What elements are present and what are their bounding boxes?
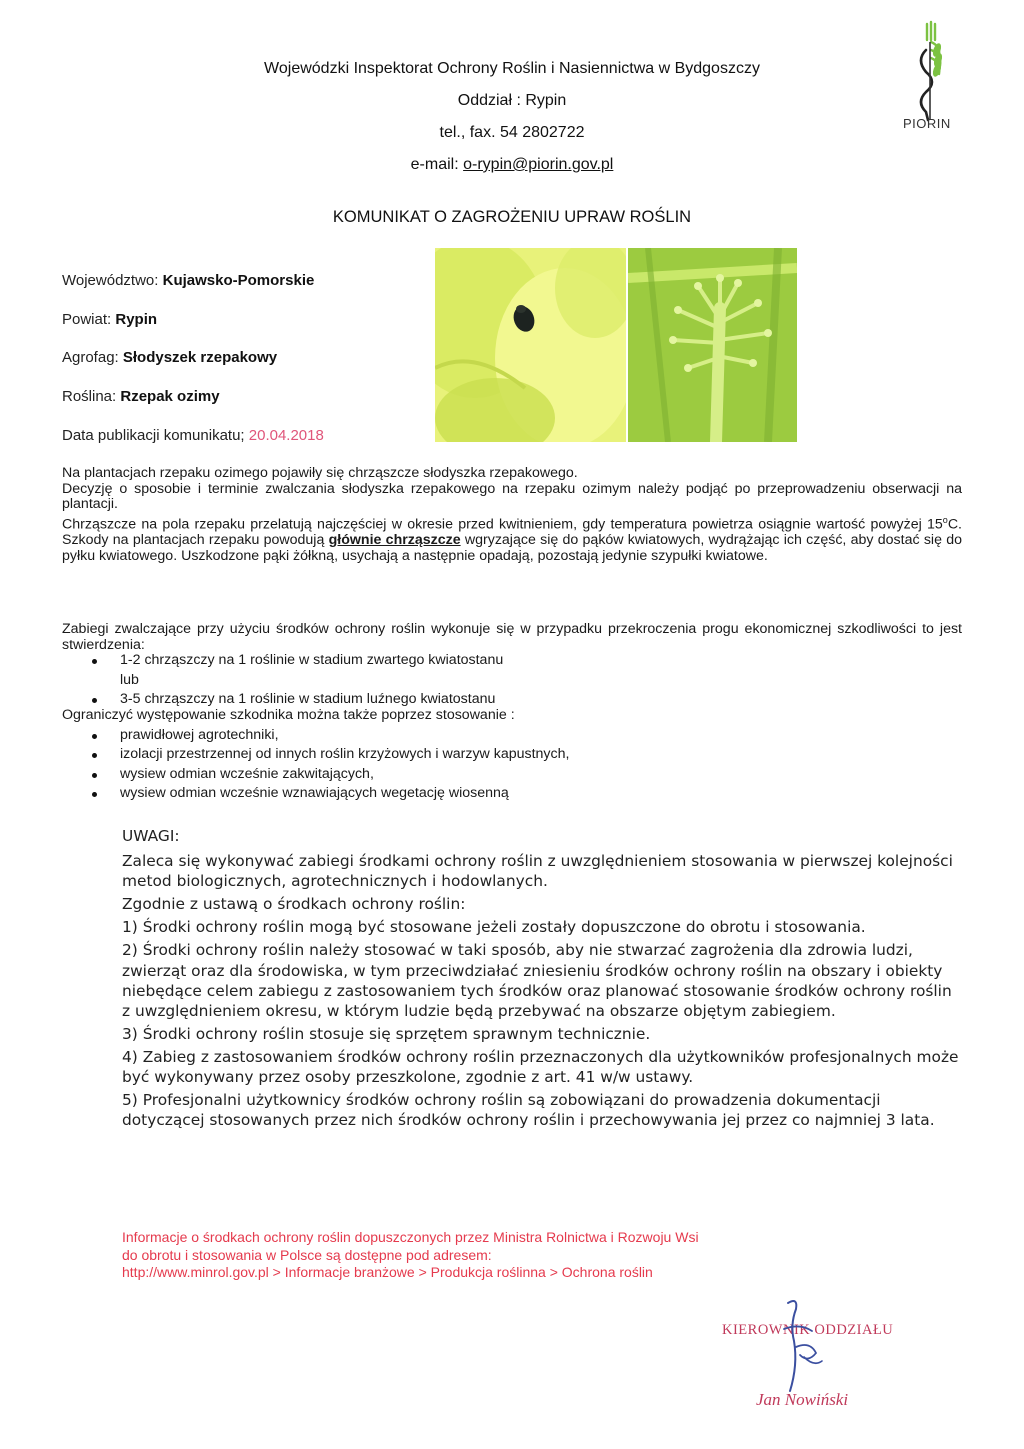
- list-item: [62, 653, 962, 669]
- field-label: Agrofag:: [62, 349, 123, 366]
- field-district: [62, 311, 157, 328]
- info-box: [122, 1229, 942, 1282]
- field-label: Województwo:: [62, 272, 163, 289]
- remarks-section: [122, 826, 962, 1130]
- bullet-icon: [92, 734, 97, 739]
- bullet-icon: [92, 773, 97, 778]
- info-line: do obrotu i stosowania w Polsce są dostępne pod adresem:: [122, 1246, 492, 1263]
- beetle-flower-image: [435, 248, 626, 442]
- remarks-rule: 5) Profesjonalni użytkownicy środków ochrony roślin są zobowiązani do prowadzenia dokumentacji dotyczącej stosowanych przez nich środków ochrony roślin i przechowywania jej przez co najmniej 3 lata.: [122, 1091, 935, 1130]
- list-item: [62, 763, 962, 783]
- threshold-list: [62, 653, 962, 708]
- stamp-name: Jan Nowiński: [756, 1390, 849, 1409]
- list-item-text: wysiew odmian wcześnie wznawiających wegetację wiosenną: [120, 785, 509, 802]
- methods-list: [62, 724, 962, 802]
- list-item-text: wysiew odmian wcześnie zakwitających,: [120, 765, 374, 782]
- institution-name: Wojewódzki Inspektorat Ochrony Roślin i Nasiennictwa w Bydgoszczy: [264, 60, 760, 77]
- field-value: Kujawsko-Pomorskie: [162, 272, 315, 289]
- list-item-text: prawidłowej agrotechniki,: [120, 726, 279, 743]
- field-pest: [62, 349, 277, 366]
- email-link[interactable]: o-rypin@piorin.gov.pl: [463, 156, 614, 173]
- list-item-text: izolacji przestrzennej od innych roślin krzyżowych i warzyw kapustnych,: [120, 746, 570, 763]
- branch-name: Oddział : Rypin: [457, 92, 567, 109]
- text-span: wgryzające się do pąków kwiatowych, wydrążając ich część, aby dostać się do pyłku kwiatowego. Uszkodzone pąki żółkną, usychają a następnie opadają, pozostają jedynie szypułki kwiatowe.: [62, 532, 963, 564]
- remarks-law: Zgodnie z ustawą o środkach ochrony roślin:: [122, 895, 466, 914]
- phone-fax: tel., fax. 54 2802722: [439, 124, 585, 141]
- degree-sup: o: [942, 514, 948, 525]
- bullet-icon: [92, 659, 97, 664]
- email-line: [0, 156, 1024, 174]
- threshold-section: [62, 622, 962, 802]
- text-span: C. Szkody na plantacjach rzepaku powodują: [62, 516, 962, 549]
- list-item: [62, 743, 962, 763]
- page-title: KOMUNIKAT O ZAGROŻENIU UPRAW ROŚLIN: [332, 208, 692, 226]
- paragraph: Decyzję o sposobie i terminie zwalczania słodyszka rzepakowego na rzepaku ozimym należy podjąć po przeprowadzeniu obserwacji na plantacji.: [62, 480, 962, 513]
- remarks-heading: UWAGI:: [122, 827, 180, 845]
- list-item: [62, 782, 962, 802]
- publication-date: 20.04.2018: [248, 427, 324, 444]
- paragraph: Zabiegi zwalczające przy użyciu środków ochrony roślin wykonuje się w przypadku przekroczenia progu ekonomicznej szkodliwości to jest stwierdzenia:: [62, 621, 962, 653]
- field-label: Roślina:: [62, 388, 121, 405]
- field-label: Data publikacji komunikatu;: [62, 427, 249, 444]
- info-link[interactable]: http://www.minrol.gov.pl > Informacje branżowe > Produkcja roślinna > Ochrona roślin: [122, 1264, 653, 1280]
- bullet-icon: [92, 698, 97, 703]
- paragraph: Ograniczyć występowanie szkodnika można także poprzez stosowanie :: [62, 706, 515, 723]
- remarks-rule: 2) Środki ochrony roślin należy stosować w taki sposób, aby nie stwarzać zagrożenia dla zdrowia ludzi, zwierząt oraz dla środowiska, w tym przeciwdziałać zniesieniu środków ochrony roślin na obszary i obiekty niebędące celem zabiegu z zastosowaniem tych środków oraz planować stosowanie środków ochrony roślin z uwzględnieniem okresu, w którym ludzie będą przebywać na obszarze objętym zabiegiem.: [122, 941, 952, 1020]
- paragraph: [62, 513, 962, 565]
- field-value: Rypin: [115, 311, 158, 328]
- field-date: [62, 427, 324, 444]
- text-span: Chrząszcze na pola rzepaku przelatują najczęściej w okresie przed kwitnieniem, gdy temperatura powietrza osiągnie wartość powyżej 15: [62, 516, 943, 533]
- stamp-title: KIEROWNIK ODDZIAŁU: [722, 1322, 894, 1338]
- main-text: [62, 466, 962, 564]
- list-item-text: 3-5 chrząszczy na 1 roślinie w stadium luźnego kwiatostanu: [120, 691, 496, 708]
- logo-text: PIORIN: [903, 116, 951, 131]
- remarks-rule: 4) Zabieg z zastosowaniem środków ochrony roślin przeznaczonych dla użytkowników profesjonalnych może być wykonywany przez osoby przeszkolone, zgodnie z art. 41 w/w ustawy.: [122, 1047, 959, 1087]
- bullet-icon: [92, 753, 97, 758]
- remarks-rule: 3) Środki ochrony roślin stosuje się sprzętem sprawnym technicznie.: [122, 1024, 651, 1043]
- photo-rapeseed-stem: [628, 248, 797, 442]
- list-item-text: 1-2 chrząszczy na 1 roślinie w stadium zwartego kwiatostanu: [120, 652, 504, 669]
- remarks-rule: 1) Środki ochrony roślin mogą być stosowane jeżeli zostały dopuszczone do obrotu i stosowania.: [122, 918, 866, 937]
- field-label: Powiat:: [62, 311, 116, 328]
- bullet-icon: [92, 792, 97, 797]
- list-item: [62, 669, 962, 689]
- email-label: e-mail:: [410, 156, 464, 173]
- photo-beetle-on-flower: [435, 248, 626, 442]
- field-value: Rzepak ozimy: [120, 388, 220, 405]
- field-plant: [62, 388, 220, 405]
- field-voivodeship: [62, 272, 314, 289]
- emphasis: głównie chrząszcze: [328, 532, 461, 549]
- remarks-intro: Zaleca się wykonywać zabiegi środkami ochrony roślin z uwzględnieniem stosowania w pierwszej kolejności metod biologicznych, agrotechnicznych i hodowlanych.: [122, 852, 953, 891]
- field-value: Słodyszek rzepakowy: [122, 349, 278, 366]
- list-item: [62, 724, 962, 744]
- list-item: [62, 688, 962, 708]
- list-item-text: lub: [120, 671, 139, 688]
- info-line: Informacje o środkach ochrony roślin dopuszczonych przez Ministra Rolnictwa i Rozwoju Wsi: [122, 1229, 699, 1245]
- signature-icon: [760, 1295, 880, 1405]
- rapeseed-stem-image: [628, 248, 797, 442]
- paragraph: Na plantacjach rzepaku ozimego pojawiły się chrząszcze słodyszka rzepakowego.: [62, 465, 578, 481]
